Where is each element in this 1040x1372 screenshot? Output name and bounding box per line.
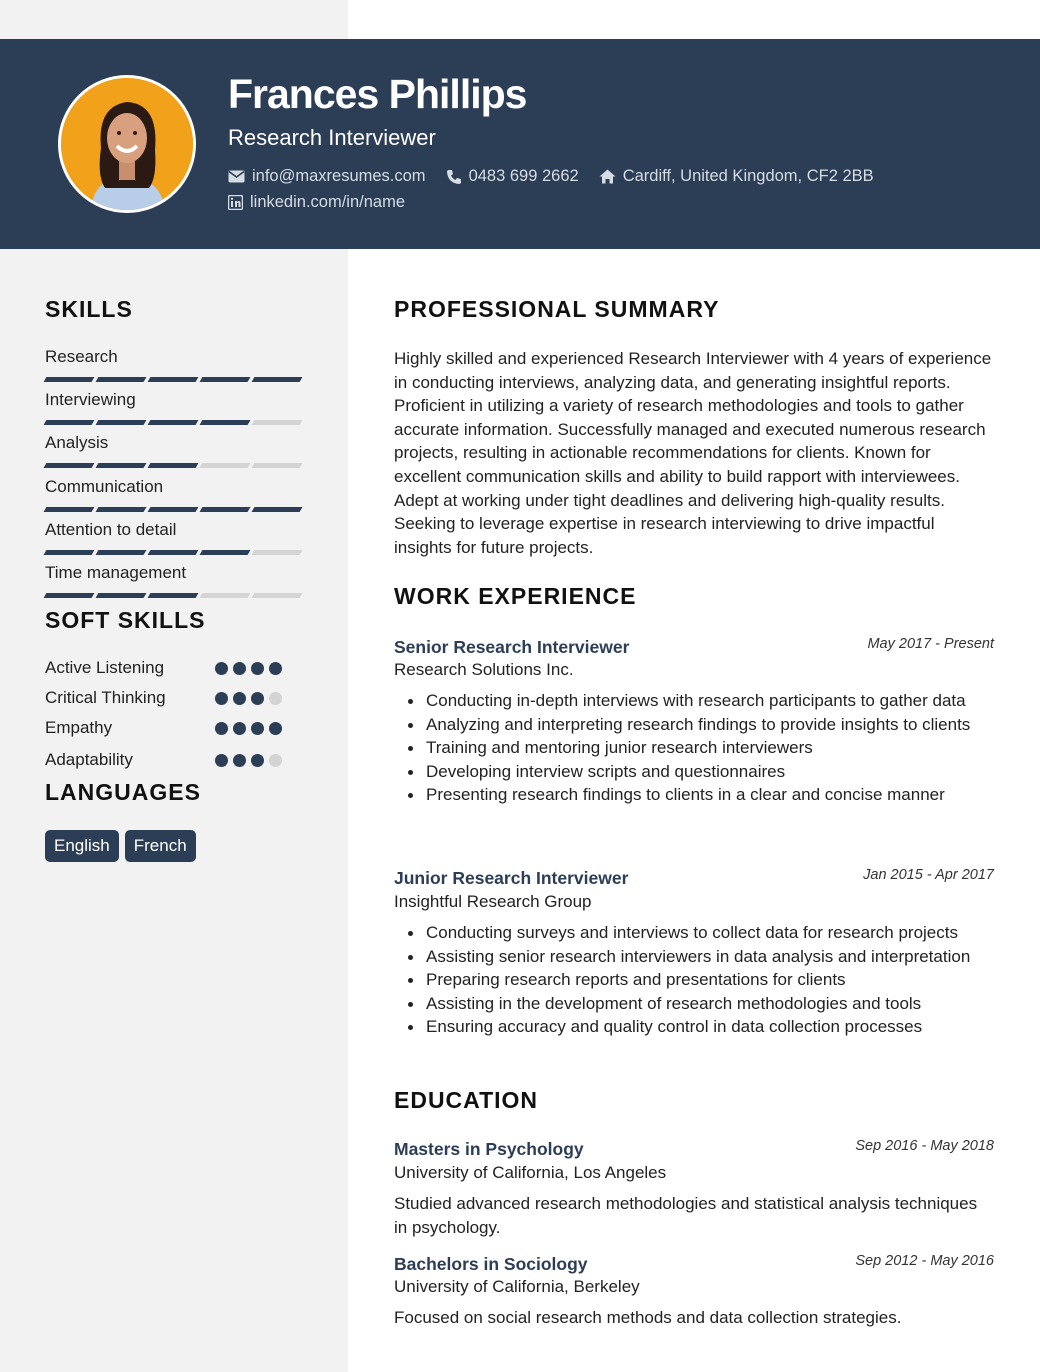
skill-level-segment [96, 507, 147, 512]
list-item: Conducting in-depth interviews with research participants to gather data [426, 689, 996, 713]
experience-heading: WORK EXPERIENCE [394, 583, 637, 609]
soft-skill-rating [215, 722, 282, 735]
skill-level-segment [44, 550, 95, 555]
avatar [58, 75, 196, 213]
skill-level-segment [200, 463, 251, 468]
skill-level-segment [252, 420, 303, 425]
job-bullets [426, 689, 996, 807]
skill-level-segment [96, 463, 147, 468]
envelope-icon [228, 170, 245, 183]
skill-level-segment [96, 550, 147, 555]
list-item: Training and mentoring junior research interviewers [426, 736, 996, 760]
soft-skill-item [45, 658, 305, 680]
degree-title: Bachelors in Sociology [394, 1254, 588, 1274]
rating-dot [269, 754, 282, 767]
job-date: May 2017 - Present [867, 636, 994, 652]
skill-level-segment [44, 377, 95, 382]
skill-label: Communication [45, 476, 164, 496]
skill-level-segment [200, 550, 251, 555]
soft-skill-label: Adaptability [45, 750, 133, 769]
soft-skill-label: Empathy [45, 718, 113, 737]
skill-level-segment [148, 377, 199, 382]
rating-dot [269, 722, 282, 735]
list-item: Assisting senior research interviewers in data analysis and interpretation [426, 945, 996, 969]
rating-dot [233, 722, 246, 735]
rating-dot [251, 692, 264, 705]
contact-address [599, 167, 874, 186]
skill-label: Interviewing [45, 390, 136, 410]
email-text: info@maxresumes.com [252, 167, 426, 185]
rating-dot [269, 662, 282, 675]
skill-item [45, 477, 301, 512]
contact-row [228, 167, 894, 186]
skills-heading: SKILLS [45, 296, 133, 322]
skill-level-segment [252, 550, 303, 555]
job-org: Research Solutions Inc. [394, 660, 574, 679]
degree-description: Focused on social research methods and data collection strategies. [394, 1308, 902, 1327]
soft-skill-label: Active Listening [45, 658, 165, 677]
skill-level-segment [148, 593, 199, 598]
soft-skill-item [45, 750, 305, 772]
candidate-name: Frances Phillips [228, 71, 527, 117]
rating-dot [251, 722, 264, 735]
skill-label: Research [45, 347, 118, 366]
skill-label: Analysis [45, 433, 109, 453]
skill-level-segment [252, 593, 303, 598]
list-item: Analyzing and interpreting research findings to provide insights to clients [426, 713, 996, 737]
linkedin-text: linkedin.com/in/name [250, 193, 405, 211]
skill-level-segment [44, 463, 95, 468]
linkedin-icon [228, 195, 243, 210]
skill-item [45, 520, 301, 555]
skill-level-segment [148, 550, 199, 555]
skill-level-bar [45, 420, 301, 425]
list-item: Ensuring accuracy and quality control in data collection processes [426, 1015, 996, 1039]
school-name: University of California, Berkeley [394, 1277, 640, 1296]
phone-icon [446, 169, 462, 185]
list-item: Assisting in the development of research methodologies and tools [426, 992, 996, 1016]
languages-list [45, 830, 196, 862]
language-badge: English [45, 830, 119, 862]
list-item: Presenting research findings to clients in a clear and concise manner [426, 783, 996, 807]
rating-dot [233, 692, 246, 705]
job-title: Junior Research Interviewer [394, 868, 629, 888]
soft-skill-rating [215, 662, 282, 675]
job-org: Insightful Research Group [394, 892, 592, 911]
skill-label: Attention to detail [45, 519, 177, 539]
language-badge: French [125, 830, 196, 862]
languages-heading: LANGUAGES [45, 779, 201, 805]
skill-level-segment [44, 507, 95, 512]
skill-level-bar [45, 377, 301, 382]
rating-dot [215, 692, 228, 705]
skill-level-segment [200, 593, 251, 598]
skill-level-segment [96, 593, 147, 598]
skill-level-bar [45, 593, 301, 598]
skill-level-segment [200, 377, 251, 382]
skill-level-segment [148, 463, 199, 468]
skill-level-bar [45, 463, 301, 468]
home-icon [599, 169, 616, 184]
rating-dot [269, 692, 282, 705]
resume-header [0, 39, 1040, 249]
skill-item [45, 347, 301, 382]
skill-level-segment [200, 507, 251, 512]
list-item: Developing interview scripts and questionnaires [426, 760, 996, 784]
skill-item [45, 390, 301, 425]
contact-phone[interactable] [446, 167, 579, 186]
summary-text: Highly skilled and experienced Research Interviewer with 4 years of experience in conducting interviews, analyzing data, and generating insightful reports. Proficient in utilizing a variety of research methodologies and tools to gather accurate information. Successfully managed and executed numerous research projects, resulting in actionable recommendations for clients. Known for excellent communication skills and ability to build rapport with interviewees. Adept at working under tight deadlines and delivering high-quality results. Seeking to leverage expertise in research interviewing to drive impactful insights for future projects. [394, 349, 992, 557]
job-title: Senior Research Interviewer [394, 637, 630, 657]
soft-skill-rating [215, 692, 282, 705]
skill-level-segment [148, 507, 199, 512]
skill-level-segment [252, 377, 303, 382]
candidate-role: Research Interviewer [228, 125, 436, 150]
skill-item [45, 563, 301, 598]
skill-level-segment [200, 420, 251, 425]
rating-dot [215, 722, 228, 735]
degree-date: Sep 2012 - May 2016 [855, 1253, 994, 1269]
education-heading: EDUCATION [394, 1087, 539, 1113]
job-bullets [426, 921, 996, 1039]
skill-level-segment [96, 420, 147, 425]
contact-row-linkedin [228, 193, 425, 212]
list-item: Conducting surveys and interviews to collect data for research projects [426, 921, 996, 945]
soft-skill-label: Critical Thinking [45, 688, 166, 707]
skill-level-segment [44, 593, 95, 598]
soft-skills-heading: SOFT SKILLS [45, 607, 206, 633]
address-text: Cardiff, United Kingdom, CF2 2BB [622, 167, 874, 185]
skill-level-segment [252, 507, 303, 512]
skill-level-bar [45, 550, 301, 555]
school-name: University of California, Los Angeles [394, 1163, 667, 1182]
soft-skill-rating [215, 754, 282, 767]
rating-dot [251, 754, 264, 767]
job-date: Jan 2015 - Apr 2017 [863, 867, 994, 883]
summary-heading: PROFESSIONAL SUMMARY [394, 296, 720, 322]
rating-dot [233, 754, 246, 767]
degree-date: Sep 2016 - May 2018 [855, 1138, 994, 1154]
degree-description: Studied advanced research methodologies and statistical analysis techniques in psychology. [394, 1194, 978, 1237]
skill-item [45, 433, 301, 468]
contact-email[interactable] [228, 167, 426, 186]
rating-dot [251, 662, 264, 675]
rating-dot [215, 754, 228, 767]
skill-level-bar [45, 507, 301, 512]
list-item: Preparing research reports and presentations for clients [426, 968, 996, 992]
phone-text: 0483 699 2662 [468, 167, 579, 185]
soft-skill-item [45, 718, 305, 740]
skill-level-segment [148, 420, 199, 425]
skill-level-segment [96, 377, 147, 382]
skill-level-segment [44, 420, 95, 425]
contact-linkedin[interactable] [228, 193, 405, 212]
degree-title: Masters in Psychology [394, 1139, 584, 1159]
skill-level-segment [252, 463, 303, 468]
rating-dot [215, 662, 228, 675]
soft-skill-item [45, 688, 305, 710]
skill-label: Time management [45, 563, 187, 582]
rating-dot [233, 662, 246, 675]
